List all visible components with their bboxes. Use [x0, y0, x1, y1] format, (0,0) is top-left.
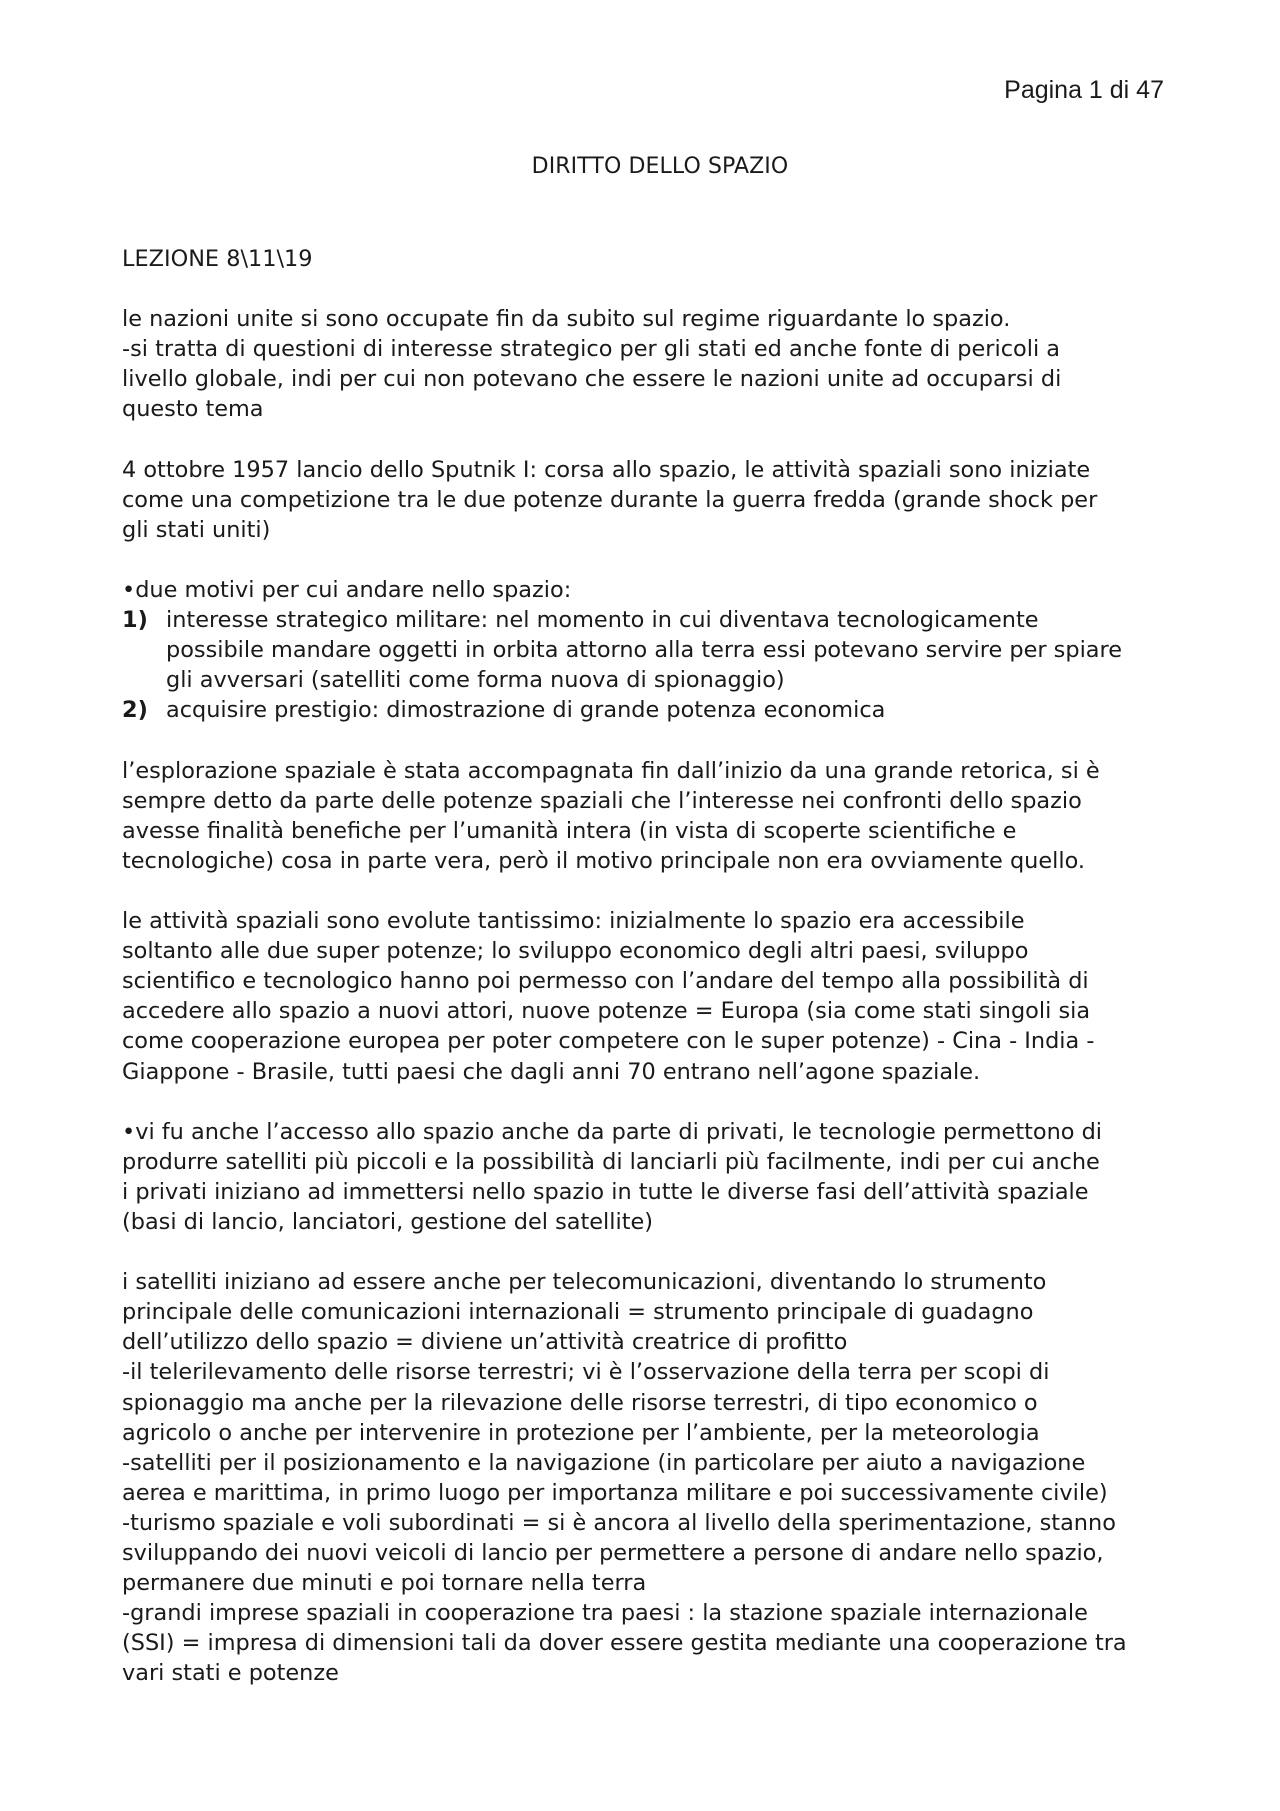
text-line: scientifico e tecnologico hanno poi permesso con l’andare del tempo alla possibilità di — [122, 968, 1089, 995]
text-line: le attività spaziali sono evolute tantissimo: inizialmente lo spazio era accessibile — [122, 908, 1025, 935]
paragraph — [122, 756, 1172, 876]
text-line: sviluppando dei nuovi veicoli di lancio per permettere a persone di andare nello spazio, — [122, 1540, 1104, 1567]
paragraph — [122, 455, 1172, 545]
text-line: gli avversari (satelliti come forma nuova di spionaggio) — [166, 667, 785, 694]
list-intro: •due motivi per cui andare nello spazio: — [122, 577, 572, 604]
paragraph-gap — [122, 1237, 1172, 1267]
text-line: come una competizione tra le due potenze durante la guerra fredda (grande shock per — [122, 486, 1098, 513]
text-line: agricolo o anche per intervenire in protezione per l’ambiente, per la meteorologia — [122, 1419, 1040, 1446]
text-line: accedere allo spazio a nuovi attori, nuove potenze = Europa (sia come stati singoli sia — [122, 998, 1091, 1025]
list-item — [122, 695, 1172, 725]
text-line: dell’utilizzo dello spazio = diviene un’attività creatrice di profitto — [122, 1329, 848, 1356]
list-item-body — [166, 695, 1172, 725]
text-line: gli stati uniti) — [122, 516, 271, 543]
text-line: produrre satelliti più piccoli e la possibilità di lanciarli più facilmente, indi per cui anche — [122, 1148, 1100, 1175]
text-line: sempre detto da parte delle potenze spaziali che l’interesse nei confronti dello spazio — [122, 787, 1082, 814]
list-number: 1) — [122, 607, 148, 634]
text-line: possibile mandare oggetti in orbita attorno alla terra essi potevano servire per spiare — [166, 637, 1122, 664]
paragraph — [122, 1267, 1172, 1688]
text-line: -il telerilevamento delle risorse terrestri; vi è l’osservazione della terra per scopi di — [122, 1359, 1050, 1386]
text-line: -satelliti per il posizionamento e la navigazione (in particolare per aiuto a navigazione — [122, 1449, 1086, 1476]
text-line: •vi fu anche l’accesso allo spazio anche da parte di privati, le tecnologie permettono di — [122, 1118, 1103, 1145]
paragraph — [122, 1117, 1172, 1237]
page-number: Pagina 1 di 47 — [1004, 76, 1164, 104]
text-line: soltanto alle due super potenze; lo sviluppo economico degli altri paesi, sviluppo — [122, 938, 1029, 965]
document-title: DIRITTO DELLO SPAZIO — [531, 154, 789, 179]
paragraph-gap — [122, 726, 1172, 756]
text-line: avesse finalità benefiche per l’umanità intera (in vista di scoperte scientifiche e — [122, 817, 1017, 844]
paragraph-gap — [122, 876, 1172, 906]
list-item — [122, 605, 1172, 695]
text-line: -grandi imprese spaziali in cooperazione tra paesi : la stazione spaziale internazionale — [122, 1600, 1088, 1627]
text-line: principale delle comunicazioni internazionali = strumento principale di guadagno — [122, 1299, 1034, 1326]
text-line: livello globale, indi per cui non potevano che essere le nazioni unite ad occuparsi di — [122, 366, 1062, 393]
paragraph-gap — [122, 425, 1172, 455]
text-line: vari stati e potenze — [122, 1660, 339, 1687]
paragraph-gap — [122, 545, 1172, 575]
text-line: interesse strategico militare: nel momento in cui diventava tecnologicamente — [166, 607, 1039, 634]
text-line: l’esplorazione spaziale è stata accompagnata fin dall’inizio da una grande retorica, si è — [122, 757, 1100, 784]
text-line: le nazioni unite si sono occupate fin da subito sul regime riguardante lo spazio. — [122, 306, 1011, 333]
text-line: Giappone - Brasile, tutti paesi che dagli anni 70 entrano nell’agone spaziale. — [122, 1058, 981, 1085]
lesson-heading: LEZIONE 8\11\19 — [122, 246, 313, 272]
text-line: acquisire prestigio: dimostrazione di grande potenza economica — [166, 697, 886, 724]
text-line: come cooperazione europea per poter competere con le super potenze) - Cina - India - — [122, 1028, 1095, 1055]
text-line: -turismo spaziale e voli subordinati = si è ancora al livello della sperimentazione, stanno — [122, 1509, 1116, 1536]
motivi-section — [122, 575, 1172, 725]
text-line: 4 ottobre 1957 lancio dello Sputnik I: corsa allo spazio, le attività spaziali sono iniziate — [122, 456, 1091, 483]
paragraph — [122, 906, 1172, 1087]
text-line: (basi di lancio, lanciatori, gestione del satellite) — [122, 1209, 654, 1235]
text-line: permanere due minuti e poi tornare nella terra — [122, 1570, 647, 1597]
text-line: -si tratta di questioni di interesse strategico per gli stati ed anche fonte di pericoli a — [122, 336, 1061, 363]
document-body — [122, 244, 1172, 1689]
text-line: aerea e marittima, in primo luogo per importanza militare e poi successivamente civile) — [122, 1479, 1108, 1506]
text-line: questo tema — [122, 396, 264, 423]
paragraph-gap — [122, 1087, 1172, 1117]
text-line: tecnologiche) cosa in parte vera, però il motivo principale non era ovviamente quello. — [122, 847, 1085, 874]
text-line: spionaggio ma anche per la rilevazione delle risorse terrestri, di tipo economico o — [122, 1389, 1038, 1416]
paragraph-gap — [122, 274, 1172, 304]
paragraph — [122, 304, 1172, 424]
text-line: i privati iniziano ad immettersi nello spazio in tutte le diverse fasi dell’attività spaziale — [122, 1178, 1089, 1205]
list-number: 2) — [122, 697, 148, 724]
text-line: (SSI) = impresa di dimensioni tali da dover essere gestita mediante una cooperazione tra — [122, 1630, 1127, 1657]
list-item-body — [166, 605, 1172, 695]
text-line: i satelliti iniziano ad essere anche per telecomunicazioni, diventando lo strumento — [122, 1269, 1047, 1296]
